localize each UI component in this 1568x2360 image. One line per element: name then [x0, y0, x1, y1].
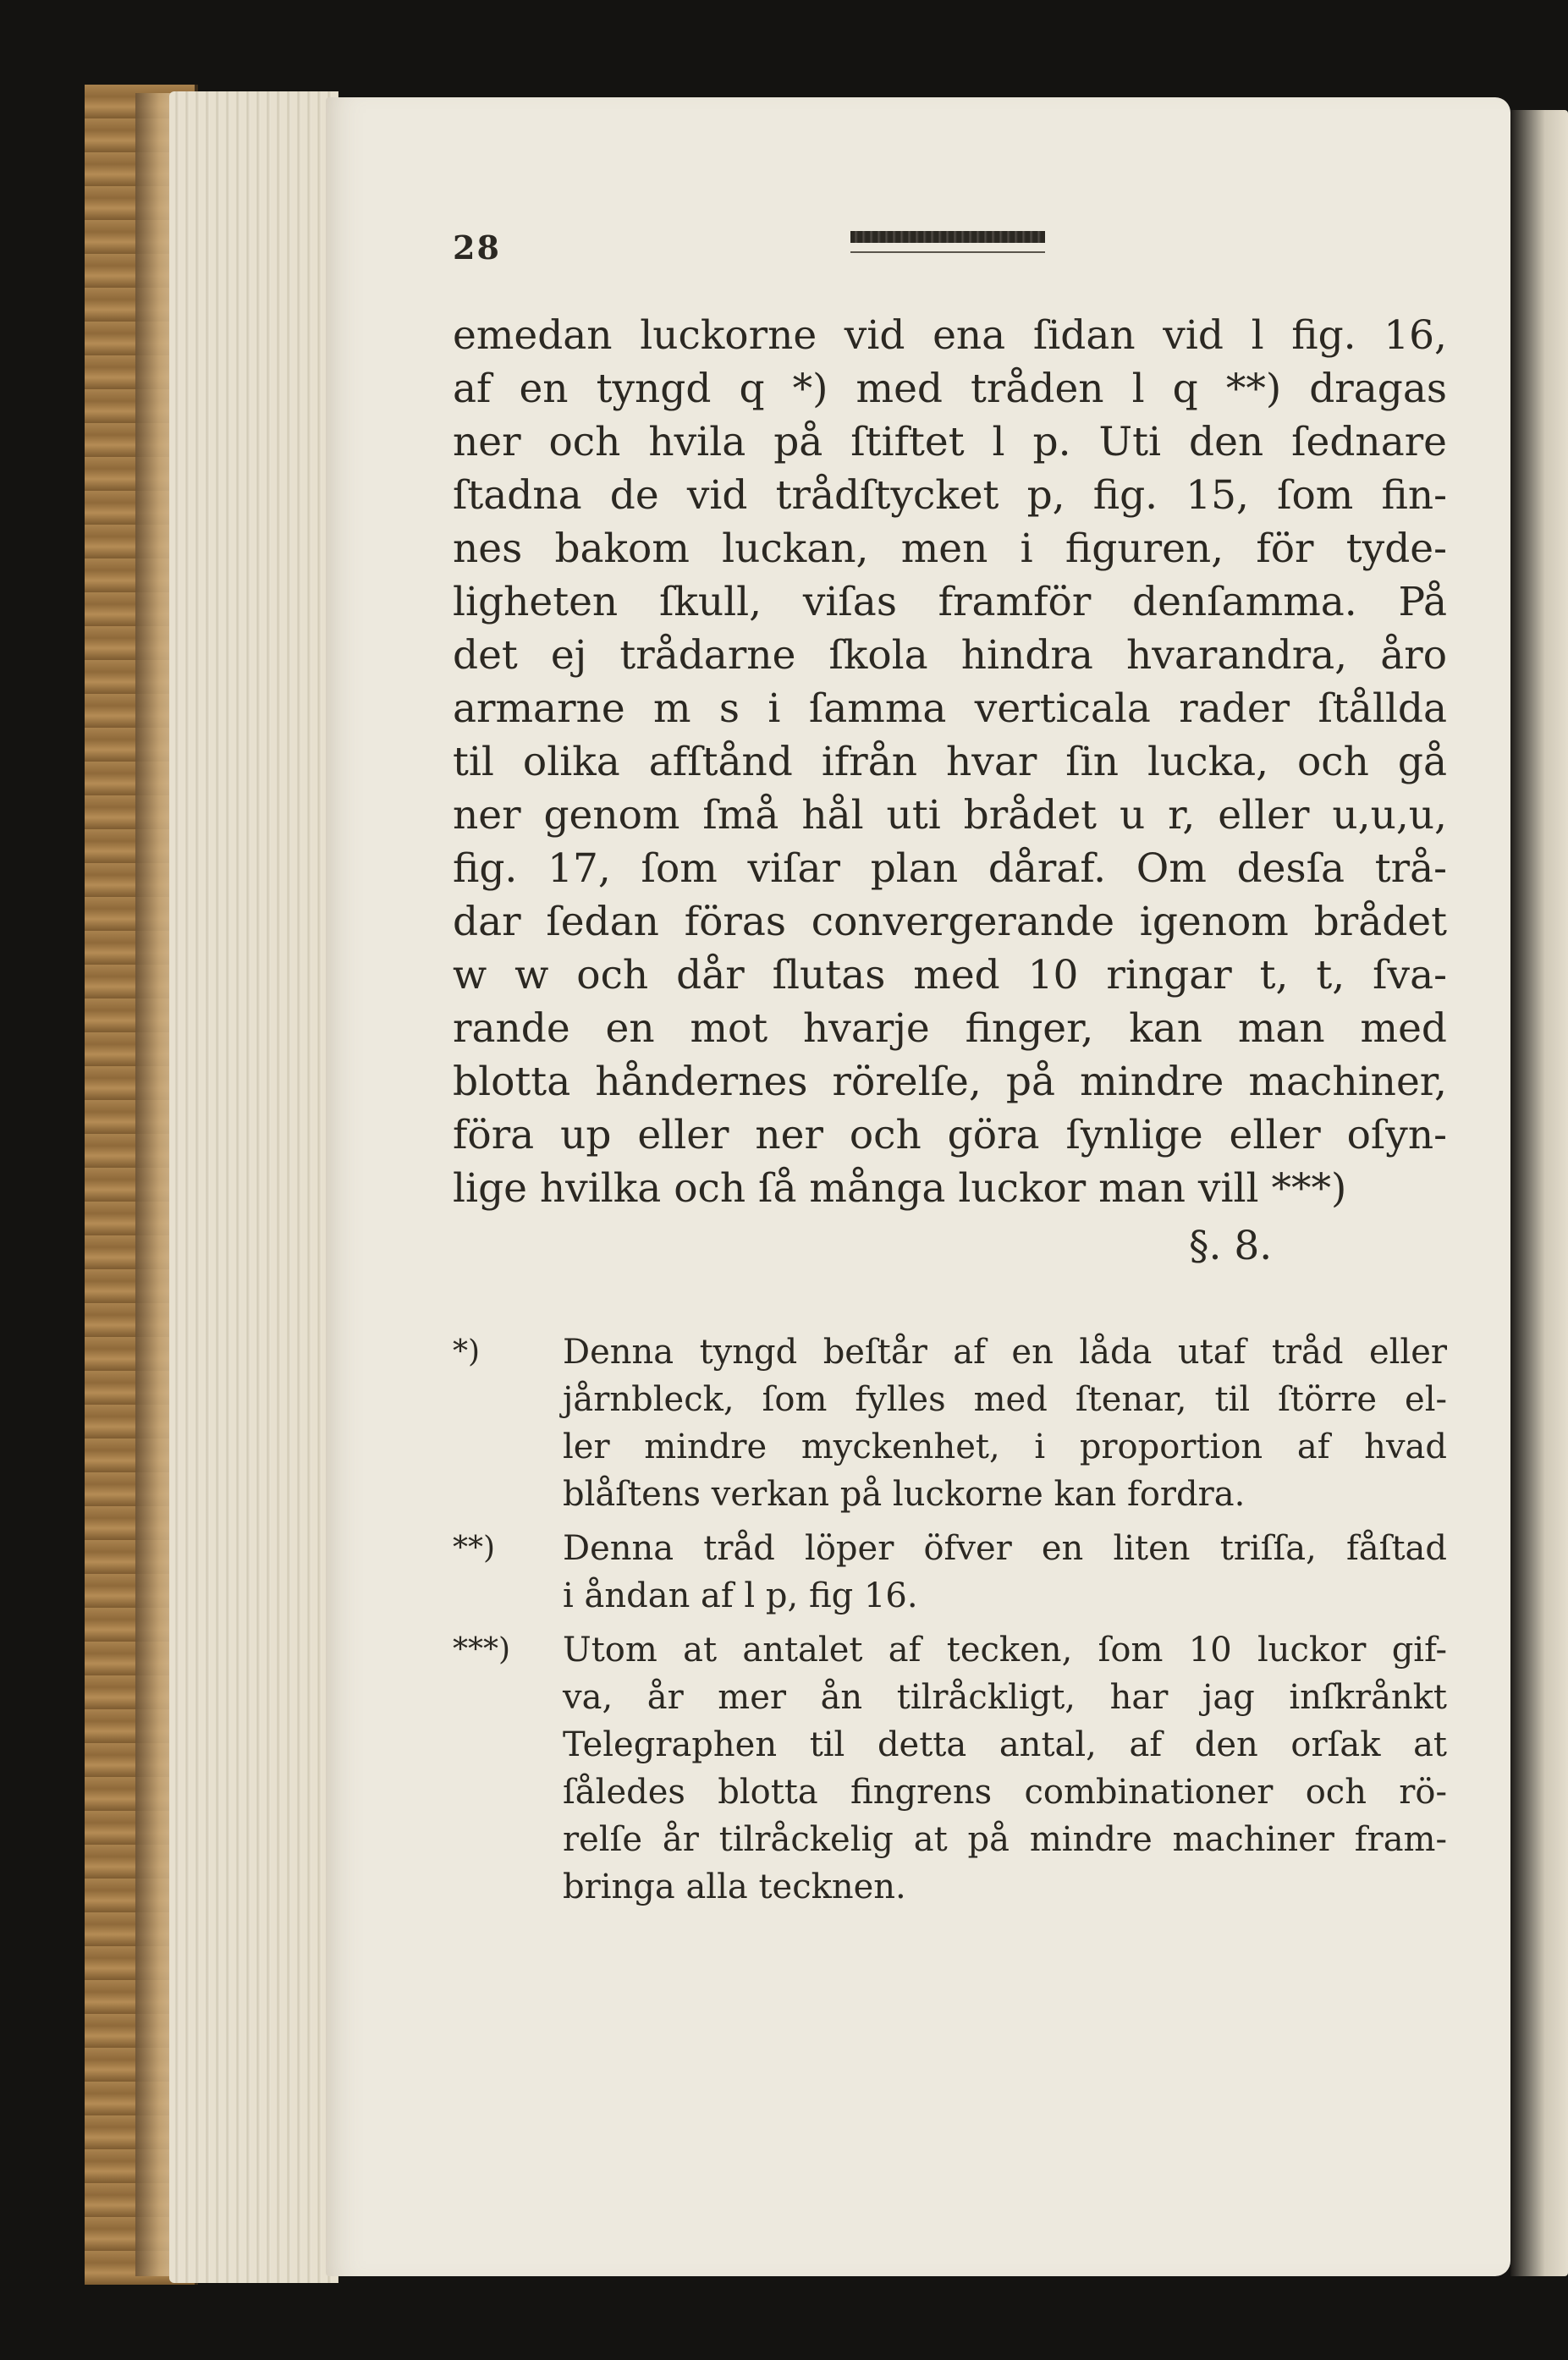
body-line: til olika afſtånd ifrån hvar ſin lucka, och gå	[453, 739, 1447, 785]
footnote-line: Denna tyngd beſtår af en låda utaf tråd eller	[563, 1333, 1447, 1372]
body-line: ner och hvila på ſtiftet l p. Uti den ſednare	[453, 419, 1447, 465]
footnote-mark: **)	[453, 1531, 496, 1565]
page-edges	[169, 91, 338, 2283]
footnote-line: ſåledes blotta fingrens combinationer och rö-	[563, 1773, 1447, 1812]
footnotes	[453, 1329, 1447, 1917]
footnote	[453, 1329, 1447, 1518]
page-number: 28	[453, 228, 501, 267]
body-line: armarne m s i ſamma verticala rader ſtållda	[453, 685, 1447, 732]
footnote	[453, 1525, 1447, 1620]
body-line: fig. 17, ſom viſar plan dåraf. Om desſa trå-	[453, 845, 1447, 892]
footnote-line: i åndan af l p, fig 16.	[563, 1576, 918, 1615]
footnote-line: blåſtens verkan på luckorne kan fordra.	[563, 1475, 1246, 1514]
body-line: ner genom ſmå hål uti brådet u r, eller u,u,u,	[453, 792, 1447, 839]
body-line: rande en mot hvarje finger, kan man med	[453, 1005, 1447, 1052]
footnote-line: ler mindre myckenhet, i proportion af hvad	[563, 1428, 1447, 1466]
section-heading: §. 8.	[1189, 1223, 1273, 1269]
body-line: blotta håndernes rörelſe, på mindre machiner,	[453, 1059, 1447, 1105]
body-line: ligheten ſkull, viſas framför denſamma. På	[453, 579, 1447, 625]
body-text	[453, 309, 1447, 1215]
footnote-line: Telegraphen til detta antal, af den orſak at	[563, 1725, 1447, 1764]
footnote-line: Utom at antalet af tecken, ſom 10 luckor gif-	[563, 1631, 1447, 1670]
body-line: föra up eller ner och göra ſynlige eller oſyn-	[453, 1112, 1447, 1158]
footnote-line: Denna tråd löper öfver en liten triſſa, fåſtad	[563, 1529, 1447, 1568]
body-line: nes bakom luckan, men i figuren, för tyde-	[453, 525, 1447, 572]
footnote-line: va, år mer ån tilråckligt, har jag inſkrånkt	[563, 1678, 1447, 1717]
header-ornament	[850, 231, 1045, 243]
footnote-line: bringa alla tecknen.	[563, 1868, 906, 1906]
book-page	[326, 97, 1510, 2276]
header-rule	[850, 251, 1045, 253]
body-line: emedan luckorne vid ena ſidan vid l fig. 16,	[453, 312, 1447, 359]
facing-page-edge	[1510, 110, 1568, 2276]
body-line: lige hvilka och ſå många luckor man vill ***)	[453, 1165, 1347, 1212]
body-line: dar ſedan föras convergerande igenom brådet	[453, 899, 1447, 945]
footnote-line: relſe år tilråckelig at på mindre machiner fram-	[563, 1820, 1447, 1859]
footnote-mark: *)	[453, 1334, 481, 1369]
body-line: ſtadna de vid trådſtycket p, fig. 15, ſom fin-	[453, 472, 1447, 519]
body-line: w w och dår ſlutas med 10 ringar t, t, ſva-	[453, 952, 1447, 998]
footnote-mark: ***)	[453, 1632, 511, 1667]
body-line: det ej trådarne ſkola hindra hvarandra, åro	[453, 632, 1447, 679]
footnote	[453, 1626, 1447, 1911]
body-line: af en tyngd q *) med tråden l q **) dragas	[453, 366, 1447, 412]
footnote-line: jårnbleck, ſom fylles med ſtenar, til ſtörre el-	[563, 1380, 1447, 1419]
